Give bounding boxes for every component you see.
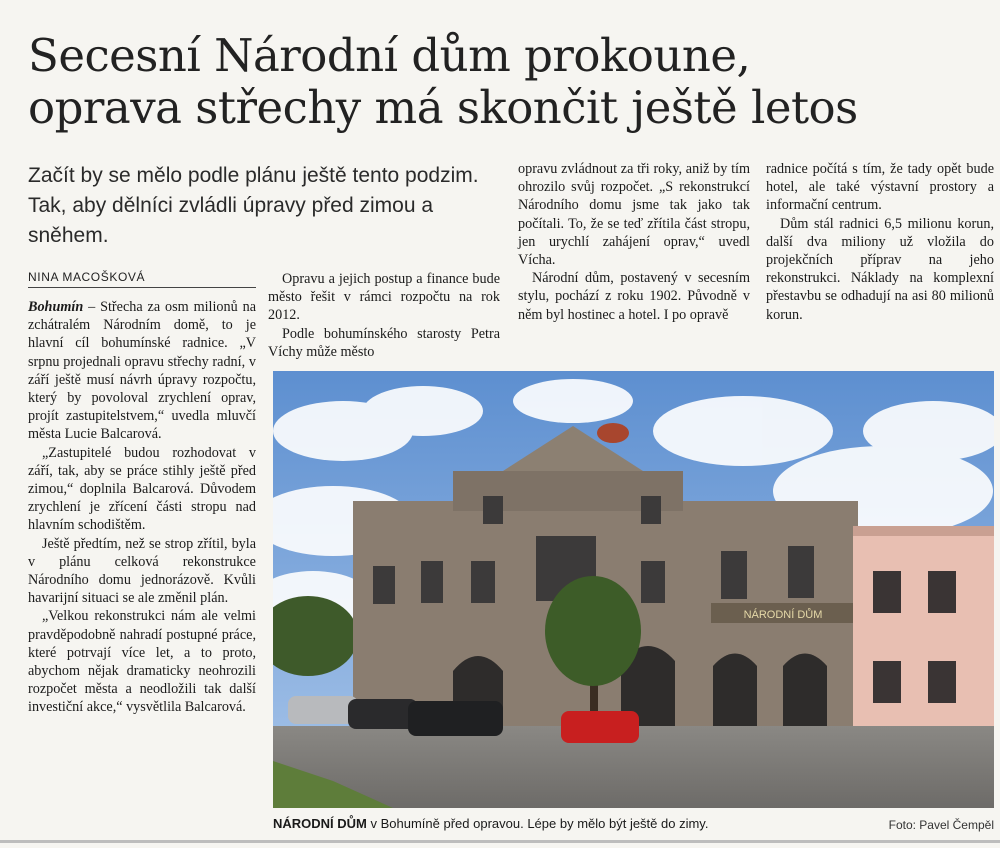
article-column-2 — [268, 270, 500, 361]
paragraph: Dům stál radnici 6,5 milionu korun, další dva miliony už vložila do projekčních příprav na jeho rekonstrukci. Náklady na komplexní přestavbu se odhadují na asi 80 milionů korun. — [766, 215, 994, 323]
bottom-rule — [0, 840, 1000, 843]
pink-building — [853, 526, 994, 736]
paragraph: Podle bohumínského starosty Petra Víchy může město — [268, 325, 500, 360]
photo-caption — [273, 816, 994, 831]
article-column-3 — [518, 160, 750, 324]
headline-line-1: Secesní Národní dům prokoune, — [28, 29, 751, 82]
paragraph — [28, 298, 256, 444]
paragraph: Národní dům, postavený v secesním stylu, pochází z roku 1902. Původně v něm byl hostinec a hotel. I po opravě — [518, 270, 750, 323]
article-column-4 — [766, 160, 994, 324]
paragraph: radnice počítá s tím, že tady opět bude hotel, ale také výstavní prostory a informační centrum. — [766, 161, 994, 214]
paragraph: „Zastupitelé budou rozhodovat v září, tak, aby se práce stihly ještě před zimou,“ doplnila Balcarová. Důvodem zrychlení je zřícení části stropu nad hlavním schodištěm. — [28, 444, 256, 534]
caption-label: NÁRODNÍ DŮM — [273, 816, 367, 831]
building-sign: NÁRODNÍ DŮM — [743, 609, 823, 621]
paragraph: opravu zvládnout za tři roky, aniž by tím ohrozilo svůj rozpočet. „S rekonstrukcí Národního domu jsme tak jako tak počítali. To, že se teď zřítila část stropu, jen urychlí zahájení oprav,“ uvedl Vícha. — [518, 161, 750, 269]
building-photo — [273, 371, 994, 808]
dateline: Bohumín — [28, 299, 84, 315]
headline — [28, 30, 993, 134]
paragraph: „Velkou rekonstrukci nám ale velmi pravděpodobně nahradí postupné práce, které potrvají více let, a to proto, abychom nějak dramaticky neohrozili rozpočet města a neodložili tak další investiční akce,“ vysvětlila Balcarová. — [28, 608, 256, 716]
paragraph: Ještě předtím, než se strop zřítil, byla v plánu celková rekonstrukce Národního domu jednorázově. Kvůli havarijní situaci se ale změnil plán. — [28, 535, 256, 607]
paragraph-text: – Střecha za osm milionů na zchátralém Národním domě, to je hlavní cíl bohumínské radnice. „V srpnu projednali opravu střechy radní, v září ještě musí návrh úpravy rozpočtu, který by povoloval zrychlení oprav, projít zastupitelstvem,“ uvedla mluvčí města Lucie Balcarová. — [28, 299, 256, 443]
lead-paragraph: Začít by se mělo podle plánu ještě tento podzim. Tak, aby dělníci zvládli úpravy před zimou a sněhem. — [28, 164, 479, 247]
article-column-1 — [28, 298, 256, 717]
photo-credit: Foto: Pavel Čempěl — [888, 818, 994, 832]
headline-line-2: oprava střechy má skončit ještě letos — [28, 81, 858, 134]
caption-text: v Bohumíně před opravou. Lépe by mělo být ještě do zimy. — [366, 816, 709, 831]
byline: NINA MACOŠKOVÁ — [28, 270, 256, 288]
paragraph: Opravu a jejich postup a finance bude město řešit v rámci rozpočtu na rok 2012. — [268, 271, 500, 324]
